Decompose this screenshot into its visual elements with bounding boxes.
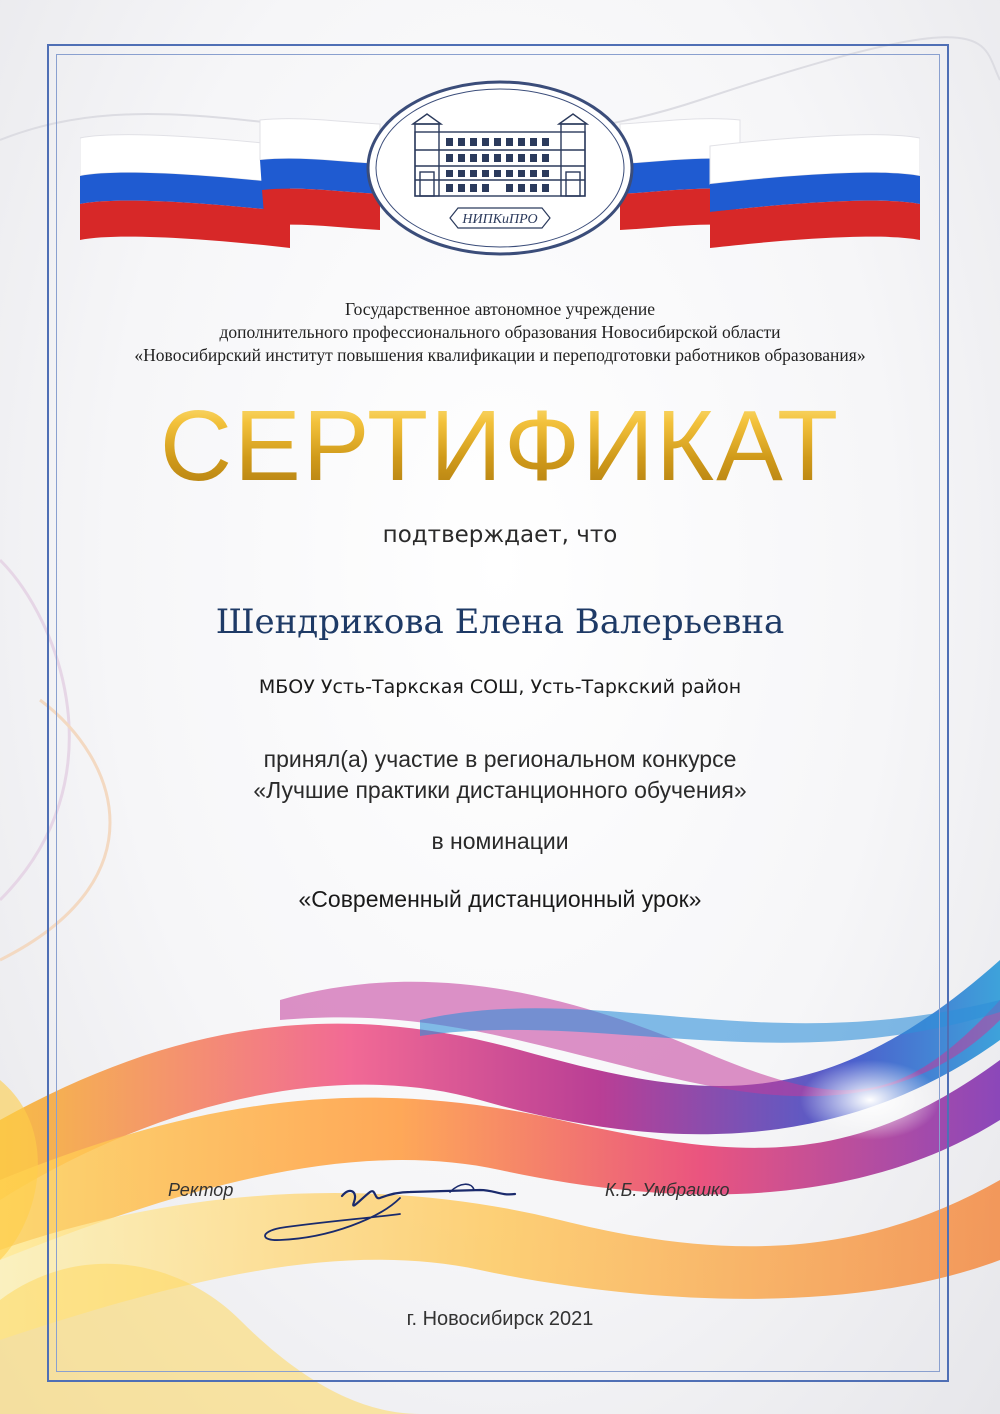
organization-line-2: дополнительного профессионального образования Новосибирской области <box>219 322 781 342</box>
organization-line-3: «Новосибирский институт повышения квалификации и переподготовки работников образования» <box>134 345 866 365</box>
russian-flag-left <box>80 135 290 248</box>
recipient-school: МБОУ Усть-Таркская СОШ, Усть-Таркский район <box>258 676 742 698</box>
participation-text <box>0 744 1000 806</box>
russian-flag-center-left <box>260 119 380 230</box>
recipient-name: Шендрикова Елена Валерьевна <box>215 602 785 642</box>
institute-emblem <box>368 82 632 254</box>
contest-name: «Лучшие практики дистанционного обучения» <box>253 777 747 803</box>
header-flag-emblem <box>80 80 920 280</box>
emblem-label: НИПКиПРО <box>462 212 538 227</box>
russian-flag-right <box>620 119 920 248</box>
organization-line-1: Государственное автономное учреждение <box>345 299 655 319</box>
nomination-name: «Современный дистанционный урок» <box>298 886 702 912</box>
organization-name <box>60 298 940 367</box>
signatory-name: К.Б. Умбрашко <box>605 1180 730 1200</box>
confirms-text: подтверждает, что <box>382 522 618 548</box>
signatory-role: Ректор <box>168 1180 234 1200</box>
handwritten-signature <box>250 1168 590 1258</box>
nomination-label: в номинации <box>431 828 569 854</box>
certificate-title: СЕРТИФИКАТ <box>0 386 1000 506</box>
participation-line-1: принял(а) участие в региональном конкурсе <box>263 746 737 772</box>
city-year: г. Новосибирск 2021 <box>406 1308 594 1330</box>
